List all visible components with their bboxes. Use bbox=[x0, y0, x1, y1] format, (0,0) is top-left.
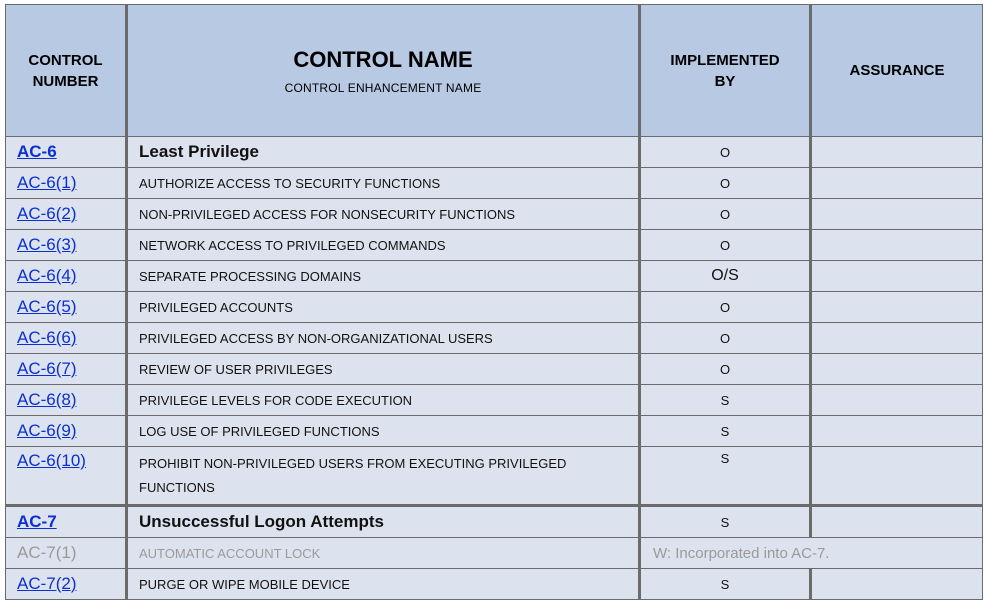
control-name-cell: NETWORK ACCESS TO PRIVILEGED COMMANDS bbox=[127, 230, 640, 261]
control-number-cell bbox=[6, 569, 127, 600]
header-assurance-label: ASSURANCE bbox=[849, 62, 945, 79]
implemented-by-cell: O/S bbox=[640, 261, 811, 292]
control-number-cell bbox=[6, 199, 127, 230]
implemented-by-cell: O bbox=[640, 168, 811, 199]
implemented-by-cell: S bbox=[640, 569, 811, 600]
control-name-cell: AUTHORIZE ACCESS TO SECURITY FUNCTIONS bbox=[127, 168, 640, 199]
implemented-by-cell: O bbox=[640, 354, 811, 385]
assurance-cell bbox=[811, 354, 983, 385]
assurance-cell bbox=[811, 447, 983, 506]
table-row bbox=[6, 416, 983, 447]
control-name-cell: Least Privilege bbox=[127, 137, 640, 168]
table-row bbox=[6, 506, 983, 538]
control-number-link[interactable]: AC-6(10) bbox=[17, 451, 86, 470]
implemented-by-cell: O bbox=[640, 137, 811, 168]
header-implemented-by-label: IMPLEMENTED BY bbox=[670, 51, 780, 90]
table-row bbox=[6, 323, 983, 354]
control-number-cell bbox=[6, 323, 127, 354]
implemented-by-cell: S bbox=[640, 416, 811, 447]
control-name-cell: Unsuccessful Logon Attempts bbox=[127, 506, 640, 538]
control-number-link[interactable]: AC-6(4) bbox=[17, 266, 77, 285]
implemented-by-cell: O bbox=[640, 292, 811, 323]
control-number-cell bbox=[6, 506, 127, 538]
table-row bbox=[6, 385, 983, 416]
table-row bbox=[6, 230, 983, 261]
control-number-link[interactable]: AC-6(7) bbox=[17, 359, 77, 378]
control-number-cell bbox=[6, 230, 127, 261]
control-name-cell: PRIVILEGED ACCESS BY NON-ORGANIZATIONAL USERS bbox=[127, 323, 640, 354]
header-implemented-by bbox=[640, 5, 811, 137]
assurance-cell bbox=[811, 292, 983, 323]
table-row bbox=[6, 137, 983, 168]
assurance-cell bbox=[811, 199, 983, 230]
control-number-cell bbox=[6, 538, 127, 569]
control-number-link[interactable]: AC-6 bbox=[17, 142, 57, 161]
table-row bbox=[6, 292, 983, 323]
table-row bbox=[6, 569, 983, 600]
header-control-name bbox=[127, 5, 640, 137]
assurance-cell bbox=[811, 261, 983, 292]
control-number-text: AC-7(1) bbox=[17, 543, 77, 562]
implemented-by-cell: O bbox=[640, 230, 811, 261]
control-number-link[interactable]: AC-6(6) bbox=[17, 328, 77, 347]
control-name-cell: LOG USE OF PRIVILEGED FUNCTIONS bbox=[127, 416, 640, 447]
assurance-cell bbox=[811, 569, 983, 600]
table-row bbox=[6, 261, 983, 292]
control-name-cell: PRIVILEGE LEVELS FOR CODE EXECUTION bbox=[127, 385, 640, 416]
control-table-container bbox=[5, 4, 983, 600]
assurance-cell bbox=[811, 416, 983, 447]
control-name-cell: PROHIBIT NON-PRIVILEGED USERS FROM EXECUTING PRIVILEGED FUNCTIONS bbox=[127, 447, 640, 506]
header-row bbox=[6, 5, 983, 137]
table-row bbox=[6, 199, 983, 230]
control-number-link[interactable]: AC-6(9) bbox=[17, 421, 77, 440]
header-control-enhancement-label: CONTROL ENHANCEMENT NAME bbox=[284, 80, 482, 95]
control-number-cell bbox=[6, 416, 127, 447]
control-name-cell: NON-PRIVILEGED ACCESS FOR NONSECURITY FUNCTIONS bbox=[127, 199, 640, 230]
table-row bbox=[6, 447, 983, 506]
assurance-cell bbox=[811, 385, 983, 416]
implemented-by-cell: S bbox=[640, 447, 811, 506]
withdrawn-note-cell: W: Incorporated into AC-7. bbox=[640, 538, 983, 569]
assurance-cell bbox=[811, 323, 983, 354]
control-number-cell bbox=[6, 354, 127, 385]
header-control-number-label: CONTROL NUMBER bbox=[28, 51, 103, 90]
control-name-cell: SEPARATE PROCESSING DOMAINS bbox=[127, 261, 640, 292]
control-number-cell bbox=[6, 137, 127, 168]
control-name-cell: PRIVILEGED ACCOUNTS bbox=[127, 292, 640, 323]
control-number-link[interactable]: AC-6(3) bbox=[17, 235, 77, 254]
assurance-cell bbox=[811, 137, 983, 168]
header-control-number bbox=[6, 5, 127, 137]
table-row bbox=[6, 354, 983, 385]
table-row-withdrawn bbox=[6, 538, 983, 569]
implemented-by-cell: S bbox=[640, 385, 811, 416]
header-assurance bbox=[811, 5, 983, 137]
control-name-cell: REVIEW OF USER PRIVILEGES bbox=[127, 354, 640, 385]
control-number-link[interactable]: AC-7 bbox=[17, 512, 57, 531]
control-table bbox=[5, 4, 983, 600]
control-number-link[interactable]: AC-6(5) bbox=[17, 297, 77, 316]
assurance-cell bbox=[811, 506, 983, 538]
control-number-cell bbox=[6, 447, 127, 506]
header-control-name-label: CONTROL NAME bbox=[293, 46, 473, 72]
implemented-by-cell: S bbox=[640, 506, 811, 538]
control-name-cell: PURGE OR WIPE MOBILE DEVICE bbox=[127, 569, 640, 600]
control-number-cell bbox=[6, 168, 127, 199]
assurance-cell bbox=[811, 230, 983, 261]
control-number-link[interactable]: AC-6(8) bbox=[17, 390, 77, 409]
control-number-link[interactable]: AC-7(2) bbox=[17, 574, 77, 593]
control-name-cell: AUTOMATIC ACCOUNT LOCK bbox=[127, 538, 640, 569]
implemented-by-cell: O bbox=[640, 323, 811, 354]
control-number-cell bbox=[6, 292, 127, 323]
implemented-by-cell: O bbox=[640, 199, 811, 230]
control-number-link[interactable]: AC-6(2) bbox=[17, 204, 77, 223]
control-number-cell bbox=[6, 261, 127, 292]
control-number-link[interactable]: AC-6(1) bbox=[17, 173, 77, 192]
assurance-cell bbox=[811, 168, 983, 199]
control-number-cell bbox=[6, 385, 127, 416]
table-row bbox=[6, 168, 983, 199]
